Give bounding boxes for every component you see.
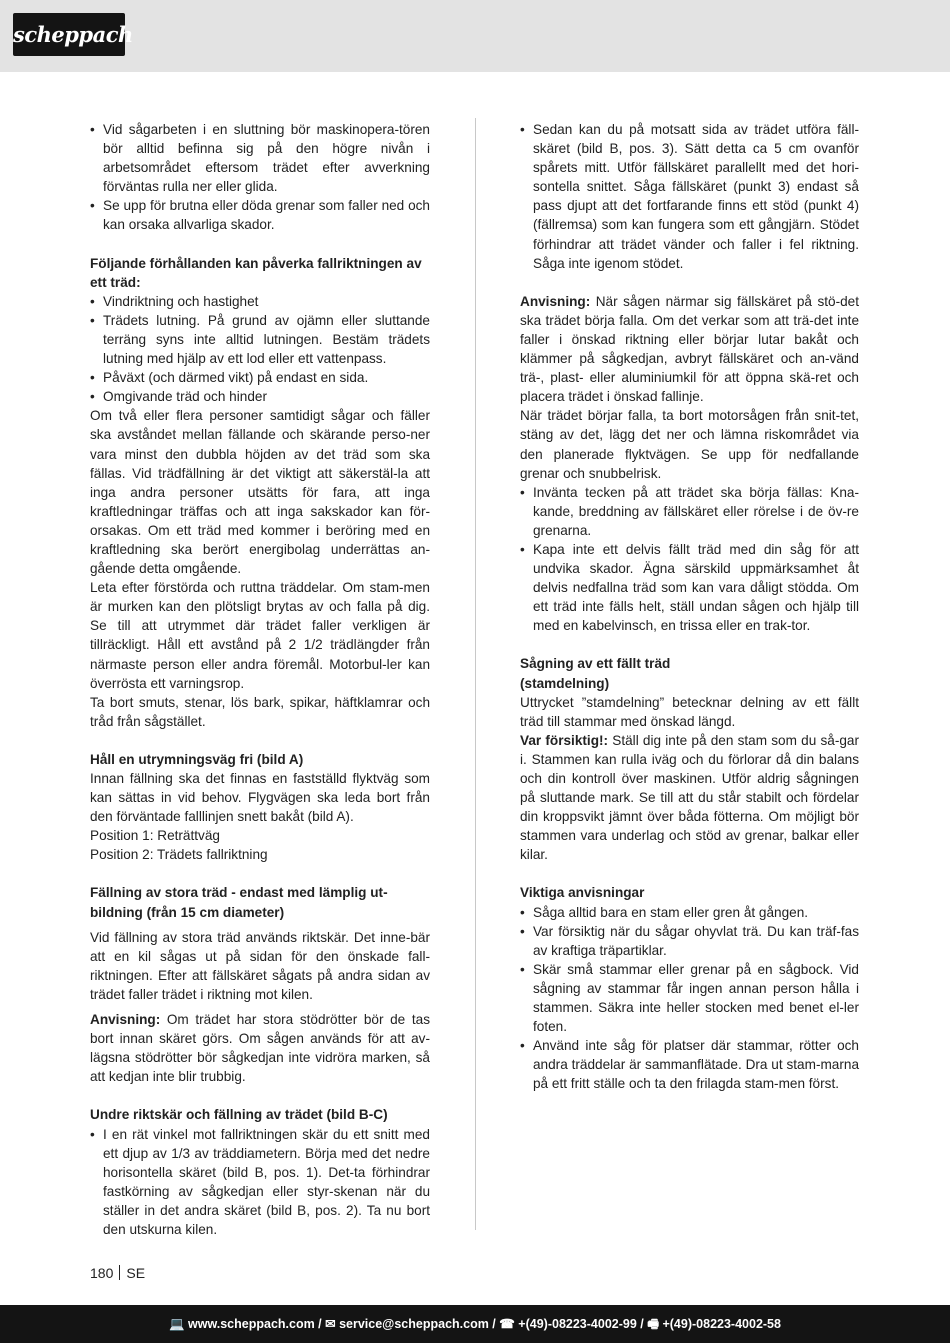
intro-bullet-list	[520, 120, 859, 273]
section-heading: Undre riktskär och fällning av trädet (bild B-C)	[90, 1107, 388, 1123]
fall-bullet-list	[520, 483, 859, 636]
list-item: • Omgivande träd och hinder	[90, 387, 430, 406]
cut-bullet-list	[90, 1125, 430, 1240]
list-item: • Invänta tecken på att trädet ska börja fällas: Kna-kande, breddning av fällskäret eller rörelse i de öv-re grenarna.	[520, 483, 859, 540]
list-item: • Kapa inte ett delvis fällt träd med din såg för att undvika skador. Ägna särskild uppmärksamhet åt delvis nedfallna träd som kan vara dåligt stödda. Om ett träd inte fälls helt, ställ undan sågen och hjälp till med en kabelvinsch, en trissa eller en trak-tor.	[520, 540, 859, 635]
intro-bullet-list	[90, 120, 430, 235]
page-number-separator	[119, 1265, 120, 1280]
section-heading: Sågning av ett fällt träd	[520, 656, 671, 672]
list-item: • Trädets lutning. På grund av ojämn eller sluttande terräng syns inte alltid lutningen. Bestäm trädets lutning med hjälp av ett lod eller ett vattenpass.	[90, 311, 430, 368]
page-number	[90, 1265, 145, 1281]
paragraph: Uttrycket ”stamdelning” betecknar delning av ett fällt träd till stammar med önskad längd.	[520, 694, 859, 729]
paragraph: Om två eller flera personer samtidigt sågar och fäller ska avståndet mellan fällande och skärande perso-ner vara minst den dubbla höjden av det träd som ska fällas. Vid trädfällning är det viktigt att säkerstäl-la att inga andra personer utsätts för fara, att inga kraftledningar träffas och att inga sakskador kan för-orsakas. Om ett träd med kommer i beröring med en kraftledning ska berört energibolag underrättas an-gående detta omgående.	[90, 408, 430, 577]
position-line: Position 1: Reträttväg	[90, 828, 220, 844]
note-paragraph	[520, 292, 859, 407]
list-item: • Sedan kan du på motsatt sida av trädet utföra fäll-skäret (bild B, pos. 3). Sätt detta ca 5 cm ovanför spårets mitt. Utför fällskäret parallellt med det hori-sontella snittet. Såga fällskäret (punkt 3) endast så pass djupt att det fortfarande finns ett stöd (punkt 4) (fällremsa) som kan fungera som ett gångjärn. Stödet förhindrar att trädet vänder och faller i fel riktning. Såga inte igenom stödet.	[520, 120, 859, 273]
right-column	[520, 120, 859, 1094]
paragraph: Ta bort smuts, stenar, lös bark, spikar, häftklamrar och tråd från sågstället.	[90, 694, 430, 729]
note-label: Anvisning:	[90, 1012, 161, 1028]
position-line: Position 2: Trädets fallriktning	[90, 847, 268, 863]
list-item: • Vindriktning och hastighet	[90, 292, 430, 311]
conditions-bullet-list	[90, 292, 430, 407]
scheppach-logo: scheppach	[13, 13, 125, 56]
page-number-value: 180	[90, 1265, 114, 1281]
list-item: • I en rät vinkel mot fallriktningen skär du ett snitt med ett djup av 1/3 av träddiametern. Börja med det nedre horisontella skäret (bild B, pos. 1). Det-ta förhindrar fastkörning av sågkedjan eller styr-skenan när du ställer in det andra skäret (bild B, pos. 2). Ta nu bort den utskurna kilen.	[90, 1125, 430, 1240]
important-bullet-list	[520, 903, 859, 1094]
section-heading: Följande förhållanden kan påverka fallriktningen av ett träd:	[90, 255, 422, 290]
caution-text: Ställ dig inte på den stam som du så-gar i. Stammen kan rulla iväg och du förlorar då din balans och din kontroll över maskinen. Utför aldrig sågningen på sluttande mark. Se till att du står stabilt och fördelar din kroppsvikt jämnt över båda fötterna. Om möjligt bör stammen vara underlag och stöd av grenar, balkar eller kilar.	[520, 732, 859, 863]
section-heading: (stamdelning)	[520, 675, 610, 691]
page-header	[0, 0, 950, 72]
section-heading: Fällning av stora träd - endast med lämplig ut-bildning (från 15 cm diameter)	[90, 885, 388, 920]
caution-paragraph	[520, 731, 859, 865]
list-item: • Påväxt (och därmed vikt) på endast en sida.	[90, 368, 430, 387]
list-item: • Vid sågarbeten i en sluttning bör maskinopera-tören bör alltid befinna sig på den högre nivån i arbetsområdet eftersom trädet efter avverkning förväntas rulla ner eller glida.	[90, 120, 430, 196]
list-item: • Använd inte såg för platser där stammar, rötter och andra träddelar är sammanflätade. Dra ut stam-marna på ett fritt ställe och ta den frilagda stam-men först.	[520, 1036, 859, 1093]
left-column	[90, 120, 430, 1239]
caution-label: Var försiktig!:	[520, 732, 609, 748]
list-item: • Såga alltid bara en stam eller gren åt gången.	[520, 903, 859, 922]
paragraph: Innan fällning ska det finnas en fastställd flyktväg som kan sättas in vid behov. Flygvägen ska leda bort från den förväntade falllinjen snett bakåt (bild A).	[90, 771, 430, 825]
page-language: SE	[126, 1265, 146, 1281]
note-text: Om trädet har stora stödrötter bör de tas bort innan skäret görs. Om sågen används för att av-lägsna stödrötter bör sågkedjan inte vidröra marken, så att kedjan inte blir trubbig.	[90, 1012, 430, 1085]
page-footer	[0, 1305, 950, 1343]
list-item: • Var försiktig när du sågar ohyvlat trä. Du kan träf-fas av kraftiga träpartiklar.	[520, 922, 859, 960]
note-text: När sågen närmar sig fällskäret på stö-det ska trädet börja falla. Om det verkar som att trä-det inte faller i önskad riktning eller börjar lutar bakåt och klämmer på sågkedjan, avbryt fällskäret och an-vänd trä-, plast- eller aluminiumkil för att öppna skä-ret och placera trädet i önskad fallinje.	[520, 293, 859, 405]
note-label: Anvisning:	[520, 293, 591, 309]
section-heading: Viktiga anvisningar	[520, 885, 645, 901]
paragraph: Vid fällning av stora träd används riktskär. Det inne-bär att en kil sågas ut på sidan för den önskade fall-riktningen. Efter att fällskäret sågats på andra sidan av trädet faller trädet i riktning mot kilen.	[90, 929, 430, 1002]
list-item: • Skär små stammar eller grenar på en sågbock. Vid sågning av stammar får ingen annan person hålla i stammen. Säkra inte heller stocken med benet el-ler foten.	[520, 960, 859, 1036]
list-item: • Se upp för brutna eller döda grenar som faller ned och kan orsaka allvarliga skador.	[90, 196, 430, 234]
section-heading: Håll en utrymningsväg fri (bild A)	[90, 751, 304, 767]
note-paragraph	[90, 1010, 430, 1086]
footer-contact-text: 💻 www.scheppach.com / ✉ service@scheppach.com / ☎ +(49)-08223-4002-99 / 🖷 +(49)-08223-4002-58	[169, 1317, 781, 1331]
column-divider	[475, 118, 476, 1230]
paragraph: Leta efter förstörda och ruttna träddelar. Om stam-men är murken kan den plötsligt brytas av och falla på dig. Se till att utrymmet där trädet faller verkligen är tillräckligt. Håll ett avstånd på 2 1/2 trädlängder från närmaste person eller andra föremål. Motorbul-ler kan överrösta ett varningsrop.	[90, 580, 430, 691]
paragraph: När trädet börjar falla, ta bort motorsågen från snit-tet, stäng av det, lägg det ner och lämna riskområdet via den planerade flyktvägen. Se upp för nedfallande grenar och snubbelrisk.	[520, 408, 859, 481]
